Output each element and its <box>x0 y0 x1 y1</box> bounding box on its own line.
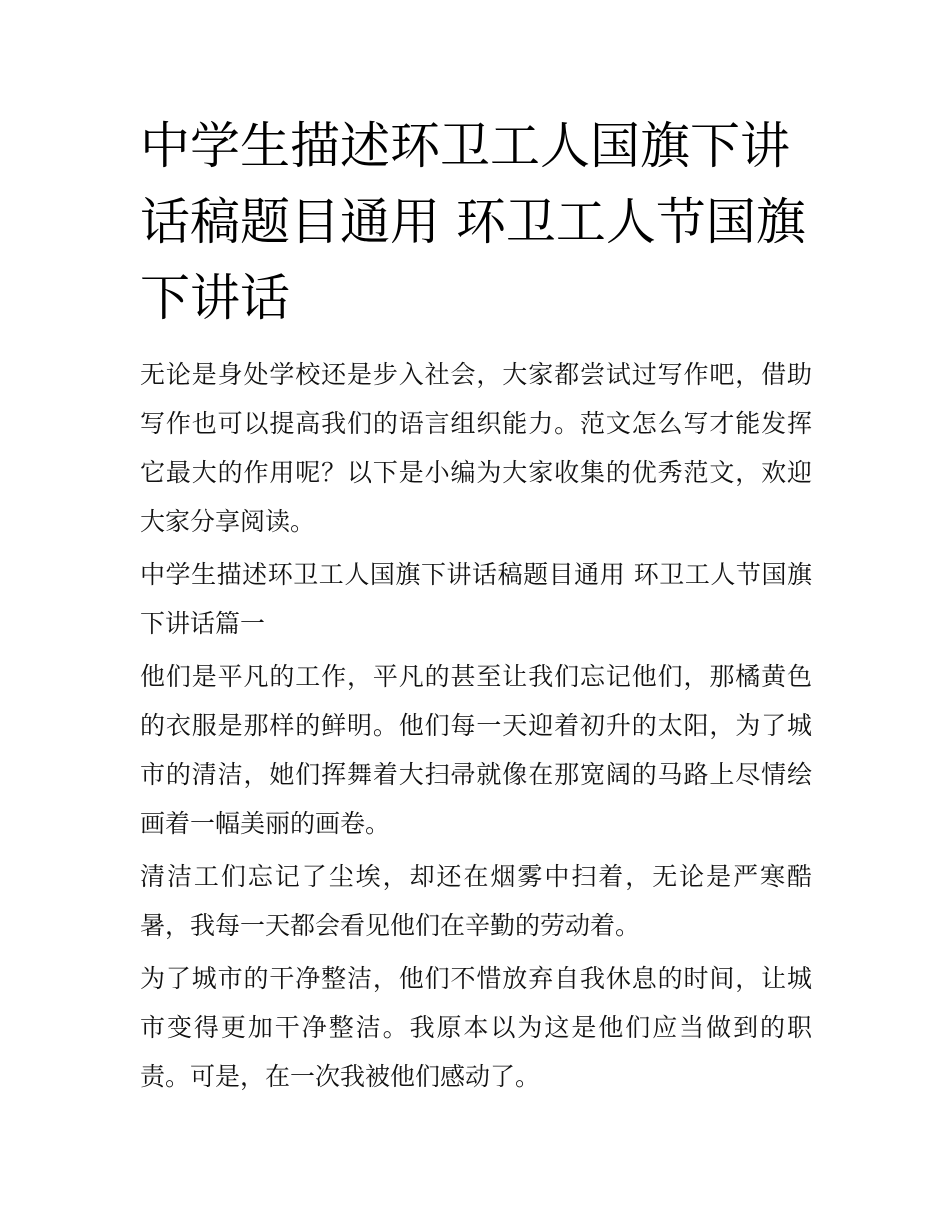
page-title: 中学生描述环卫工人国旗下讲话稿题目通用 环卫工人节国旗下讲话 <box>140 117 806 327</box>
section-heading: 中学生描述环卫工人国旗下讲话稿题目通用 环卫工人节国旗下讲话篇一 <box>140 560 812 638</box>
document-body <box>140 108 812 1105</box>
body-paragraph: 为了城市的干净整洁，他们不惜放弃自我休息的时间，让城市变得更加干净整洁。我原本以为这是他们应当做到的职责。可是，在一次我被他们感动了。 <box>140 964 812 1091</box>
body-paragraph: 他们是平凡的工作，平凡的甚至让我们忘记他们，那橘黄色的衣服是那样的鲜明。他们每一天迎着初升的太阳，为了城市的清洁，她们挥舞着大扫帚就像在那宽阔的马路上尽情绘画着一幅美丽的画卷。 <box>140 662 812 838</box>
body-paragraph: 清洁工们忘记了尘埃，却还在烟雾中扫着，无论是严寒酷暑，我每一天都会看见他们在辛勤的劳动着。 <box>140 862 812 940</box>
intro-paragraph: 无论是身处学校还是步入社会，大家都尝试过写作吧，借助写作也可以提高我们的语言组织能力。范文怎么写才能发挥它最大的作用呢？以下是小编为大家收集的优秀范文，欢迎大家分享阅读。 <box>140 360 812 536</box>
